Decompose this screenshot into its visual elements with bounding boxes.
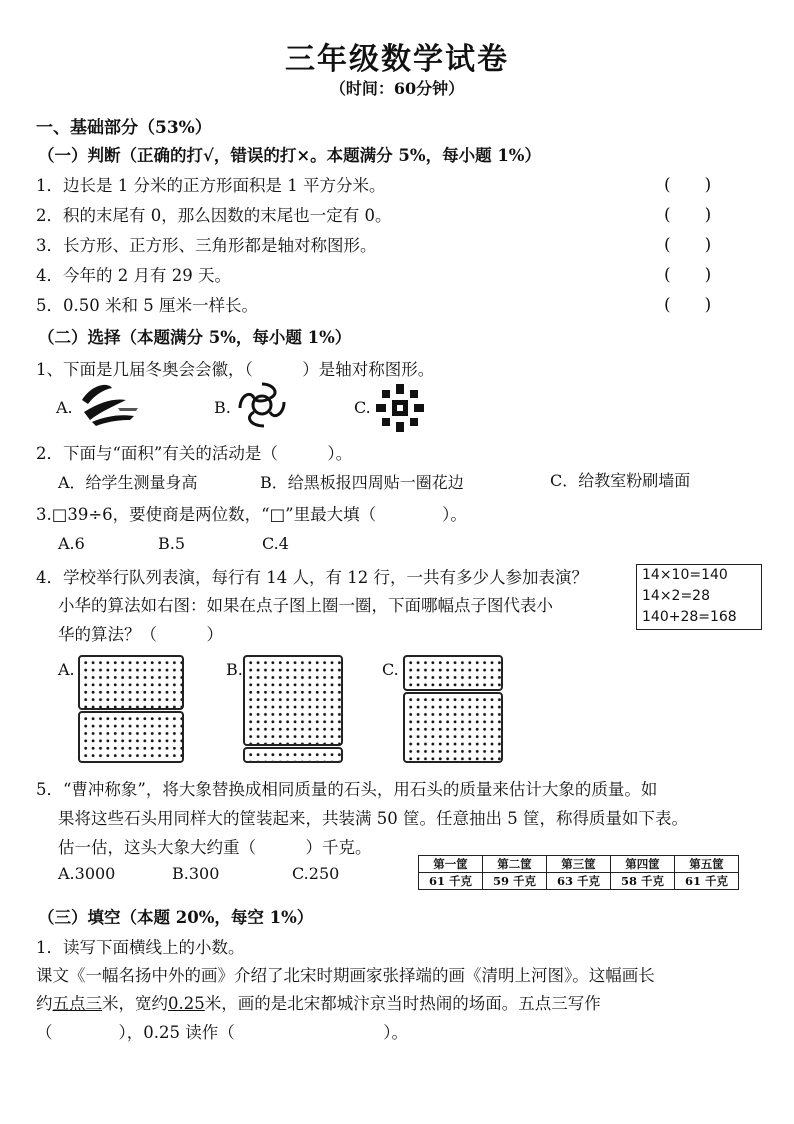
dot-grid-a-bottom [78,711,184,763]
table-header-cell: 第四筐 [611,856,675,873]
table-cell: 61 千克 [419,873,483,890]
judge-item-1: 1．边长是 1 分米的正方形面积是 1 平方分米。 [36,176,386,195]
table-cell: 58 千克 [611,873,675,890]
choice-q3-option-c[interactable]: C.4 [262,534,289,553]
choice-q5-option-b[interactable]: B.300 [172,864,220,883]
part3-heading: （三）填空（本题 20%，每空 1%） [38,908,314,927]
dot-grid-c-top [403,655,503,691]
choice-q4-line2: 小华的算法如右图：如果在点子图上圈一圈，下面哪幅点子图代表小 [58,596,553,615]
dot-grid-a-top [78,655,184,710]
calc-line-1: 14×10=140 [642,567,728,583]
judge-item-3: 3．长方形、正方形、三角形都是轴对称图形。 [36,236,377,255]
choice-q4-line1: 4．学校举行队列表演，每行有 14 人，有 12 行，一共有多少人参加表演？ [36,568,588,587]
table-cell: 61 千克 [675,873,739,890]
fill-q1-para2 [36,990,601,1014]
dot-grid-b-top [243,655,343,746]
choice-q3-option-a[interactable]: A.6 [58,534,85,553]
choice-q5-option-a[interactable]: A.3000 [58,864,116,883]
judge-item-2: 2．积的末尾有 0，那么因数的末尾也一定有 0。 [36,206,392,225]
underlined-number-1: 五点三 [52,994,102,1013]
fill-q1-para1: 课文《一幅名扬中外的画》介绍了北宋时期画家张择端的画《清明上河图》。这幅画长 [36,966,655,985]
judge-answer-4[interactable]: ( ) [664,265,712,285]
choice-q1-text: 1、下面是几届冬奥会会徽，（ ）是轴对称图形。 [36,360,435,379]
judge-answer-5[interactable]: ( ) [664,295,712,315]
table-cell: 63 千克 [547,873,611,890]
dot-grid-b-bottom [243,747,343,763]
calc-line-3: 140+28=168 [642,609,737,625]
judge-item-4: 4．今年的 2 月有 29 天。 [36,266,231,285]
choice-q1-option-a[interactable]: A. [56,398,73,417]
choice-q5-line2: 果将这些石头用同样大的筐装起来，共装满 50 筐。任意抽出 5 筐，称得质量如下表。 [58,809,688,828]
fill-q1-text: 1．读写下面横线上的小数。 [36,938,245,957]
part1-heading: （一）判断（正确的打√，错误的打×。本题满分 5%，每小题 1%） [38,146,541,165]
choice-q4-option-a[interactable]: A. [58,660,75,679]
choice-q3-option-b[interactable]: B.5 [158,534,186,553]
choice-q2-text: 2．下面与“面积”有关的活动是（ ）。 [36,444,353,463]
choice-q3-text: 3.□39÷6，要使商是两位数，“□”里最大填（ ）。 [36,505,467,524]
calc-line-2: 14×2=28 [642,588,710,604]
choice-q5-line3: 估一估，这头大象大约重（ ）千克。 [58,838,372,857]
choice-q2-option-a[interactable]: A．给学生测量身高 [58,473,198,492]
judge-answer-2[interactable]: ( ) [664,205,712,225]
underlined-number-2: 0.25 [168,994,205,1013]
table-header-cell: 第三筐 [547,856,611,873]
choice-q1-option-c[interactable]: C. [354,398,371,417]
table-header-cell: 第二筐 [483,856,547,873]
table-row [419,856,739,873]
snowflake-logo-icon [374,382,426,434]
table-header-cell: 第一筐 [419,856,483,873]
choice-q2-option-c[interactable]: C．给教室粉刷墙面 [550,471,691,490]
table-cell: 59 千克 [483,873,547,890]
judge-answer-1[interactable]: ( ) [664,175,712,195]
calculation-box [636,564,762,630]
judge-answer-3[interactable]: ( ) [664,235,712,255]
table-row [419,873,739,890]
choice-q4-option-c[interactable]: C. [382,660,399,679]
part2-heading: （二）选择（本题满分 5%，每小题 1%） [38,328,352,347]
choice-q1-option-b[interactable]: B. [214,398,231,417]
fill-q1-para3[interactable]: （ ），0.25 读作（ ）。 [36,1023,408,1042]
choice-q5-line1: 5．“曹冲称象”，将大象替换成相同质量的石头，用石头的质量来估计大象的质量。如 [36,780,658,799]
dot-grid-c-bottom [403,692,503,763]
choice-q5-option-c[interactable]: C.250 [292,864,340,883]
table-header-cell: 第五筐 [675,856,739,873]
choice-q4-line3: 华的算法？（ ） [58,625,223,644]
knot-logo-icon [234,380,290,430]
para2-mid: 米，宽约 [102,994,168,1013]
mass-table [418,855,739,890]
choice-q4-option-b[interactable]: B. [226,660,243,679]
ribbon-logo-icon [78,378,158,430]
page-title: 三年级数学试卷 [285,42,509,77]
judge-item-5: 5．0.50 米和 5 厘米一样长。 [36,296,258,315]
para2-end: 米，画的是北宋都城汴京当时热闹的场面。五点三写作 [204,994,601,1013]
section1-heading: 一、基础部分（53%） [36,118,212,138]
para2-start: 约 [36,994,53,1013]
choice-q2-option-b[interactable]: B．给黑板报四周贴一圈花边 [260,473,464,492]
page-subtitle: （时间：60分钟） [329,79,465,98]
